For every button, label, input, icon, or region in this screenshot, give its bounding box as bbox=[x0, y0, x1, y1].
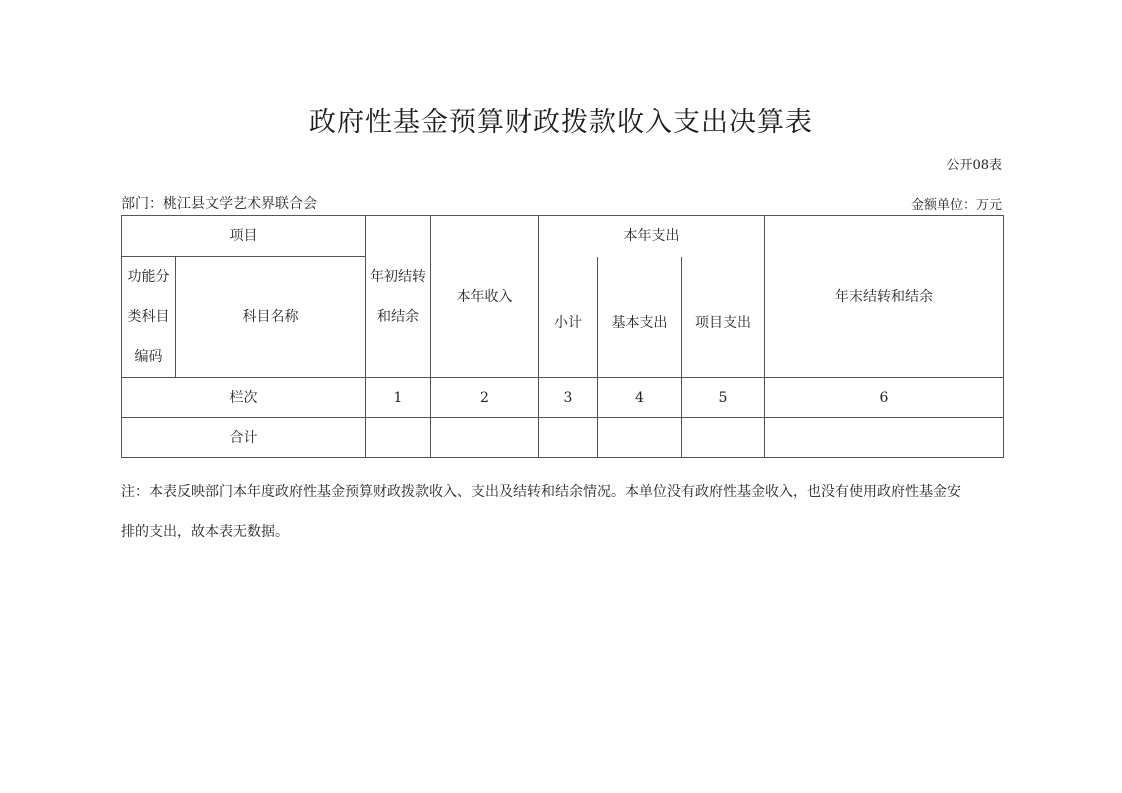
column-number: 5 bbox=[682, 378, 765, 418]
notes-line-1: 注：本表反映部门本年度政府性基金预算财政拨款收入、支出及结转和结余情况。本单位没有政府性基金收入，也没有使用政府性基金安 bbox=[121, 484, 961, 500]
total-cell bbox=[431, 418, 539, 458]
total-cell bbox=[598, 418, 682, 458]
column-number: 6 bbox=[765, 378, 1004, 418]
column-number-row bbox=[122, 378, 1004, 418]
column-number: 2 bbox=[431, 378, 539, 418]
header-carryover-begin-line: 和结余 bbox=[377, 308, 419, 325]
notes-line-2: 排的支出，故本表无数据。 bbox=[121, 524, 289, 540]
column-number: 4 bbox=[598, 378, 682, 418]
total-cell bbox=[539, 418, 598, 458]
header-basic-expense: 基本支出 bbox=[598, 257, 682, 378]
amount-unit-label: 金额单位：万元 bbox=[910, 198, 1002, 213]
total-cell bbox=[682, 418, 765, 458]
column-number: 3 bbox=[539, 378, 598, 418]
header-expense: 本年支出 bbox=[539, 216, 765, 257]
header-project-expense: 项目支出 bbox=[682, 257, 765, 378]
header-func-code-line: 功能分 bbox=[127, 269, 170, 285]
column-number: 1 bbox=[366, 378, 431, 418]
header-func-code bbox=[122, 257, 176, 378]
form-number: 公开08表 bbox=[946, 158, 1002, 173]
header-item: 项目 bbox=[122, 216, 366, 257]
header-carryover-begin-line: 年初结转 bbox=[370, 268, 426, 285]
row-label-column-number: 栏次 bbox=[122, 378, 366, 418]
header-carryover-end: 年末结转和结余 bbox=[765, 216, 1004, 378]
header-row-1 bbox=[122, 216, 1004, 257]
header-func-code-line: 编码 bbox=[134, 349, 163, 365]
budget-table bbox=[121, 215, 1004, 458]
row-label-total: 合计 bbox=[122, 418, 366, 458]
page-title: 政府性基金预算财政拨款收入支出决算表 bbox=[309, 107, 813, 138]
department-label: 部门：桃江县文学艺术界联合会 bbox=[121, 196, 317, 212]
total-cell bbox=[366, 418, 431, 458]
total-cell bbox=[765, 418, 1004, 458]
header-subject-name: 科目名称 bbox=[176, 257, 366, 378]
header-income: 本年收入 bbox=[431, 216, 539, 378]
header-func-code-line: 类科目 bbox=[127, 309, 170, 325]
header-subtotal: 小计 bbox=[539, 257, 598, 378]
header-carryover-begin bbox=[366, 216, 431, 378]
notes bbox=[121, 472, 1011, 552]
total-row bbox=[122, 418, 1004, 458]
